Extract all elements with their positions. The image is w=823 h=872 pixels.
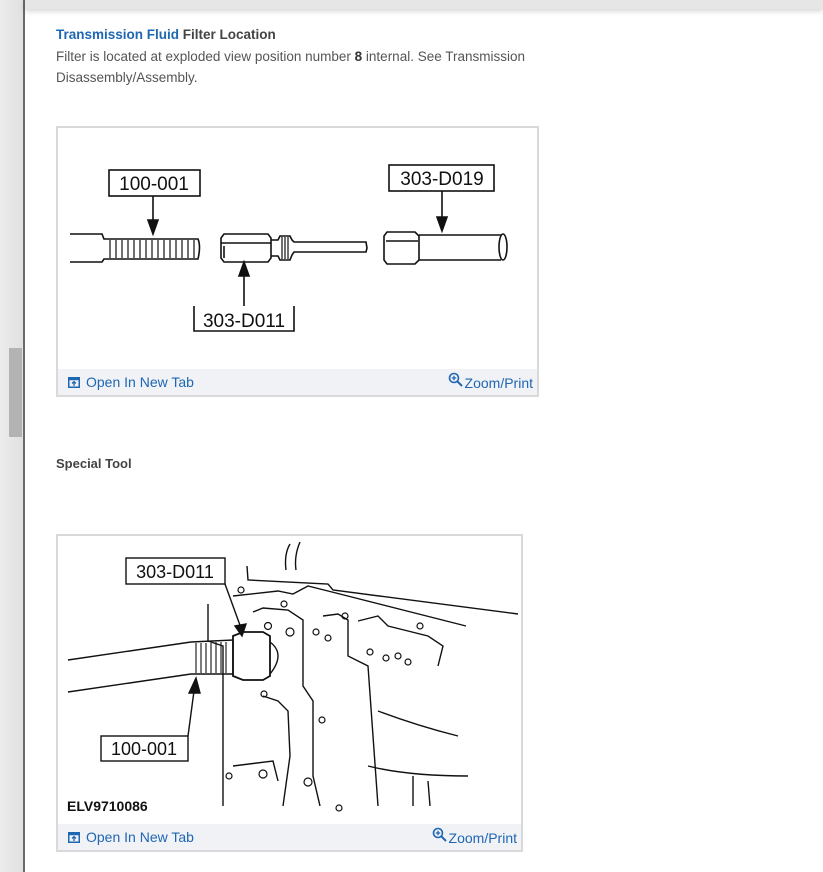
figure-footer	[58, 824, 521, 850]
heading-accent: Transmission Fluid	[56, 27, 180, 42]
open-in-new-tab-link[interactable]	[68, 374, 194, 390]
callout-303-D011: 303-D011	[202, 311, 286, 332]
heading-rest: Filter Location	[179, 27, 276, 42]
figure-footer	[58, 369, 537, 395]
left-scroll-rail	[0, 0, 23, 872]
section-heading	[56, 26, 576, 44]
callout-303-D011: 303-D011	[136, 562, 214, 582]
open-in-new-tab-label: Open In New Tab	[86, 374, 194, 390]
scrollbar-thumb[interactable]	[9, 348, 22, 437]
position-number: 8	[354, 49, 363, 64]
figure-special-tools-exploded	[56, 126, 539, 397]
zoom-in-icon	[432, 827, 447, 842]
panel-divider	[23, 0, 25, 872]
tools-diagram	[58, 128, 537, 369]
special-tool-heading: Special Tool	[56, 456, 132, 471]
top-bar	[25, 0, 823, 9]
zoom-print-link[interactable]	[432, 827, 517, 846]
open-in-new-tab-icon	[68, 832, 80, 843]
open-in-new-tab-link[interactable]	[68, 829, 194, 845]
callout-100-001: 100-001	[119, 174, 189, 195]
description-text: Filter is located at exploded view position number	[56, 49, 355, 64]
callout-100-001: 100-001	[110, 739, 178, 759]
illustration-code: ELV9710086	[67, 798, 148, 814]
section-description	[56, 46, 576, 88]
article-section	[56, 26, 576, 88]
figure-tool-installed	[56, 534, 523, 852]
zoom-in-icon	[448, 372, 463, 387]
description-text-end: internal. See Transmission Disassembly/Assembly.	[56, 49, 525, 85]
open-in-new-tab-label: Open In New Tab	[86, 829, 194, 845]
zoom-print-label: Zoom/Print	[464, 375, 533, 391]
zoom-print-link[interactable]	[448, 372, 533, 391]
zoom-print-label: Zoom/Print	[448, 830, 517, 846]
installation-diagram	[58, 536, 521, 824]
open-in-new-tab-icon	[68, 377, 80, 388]
callout-303-D019: 303-D019	[400, 169, 484, 190]
